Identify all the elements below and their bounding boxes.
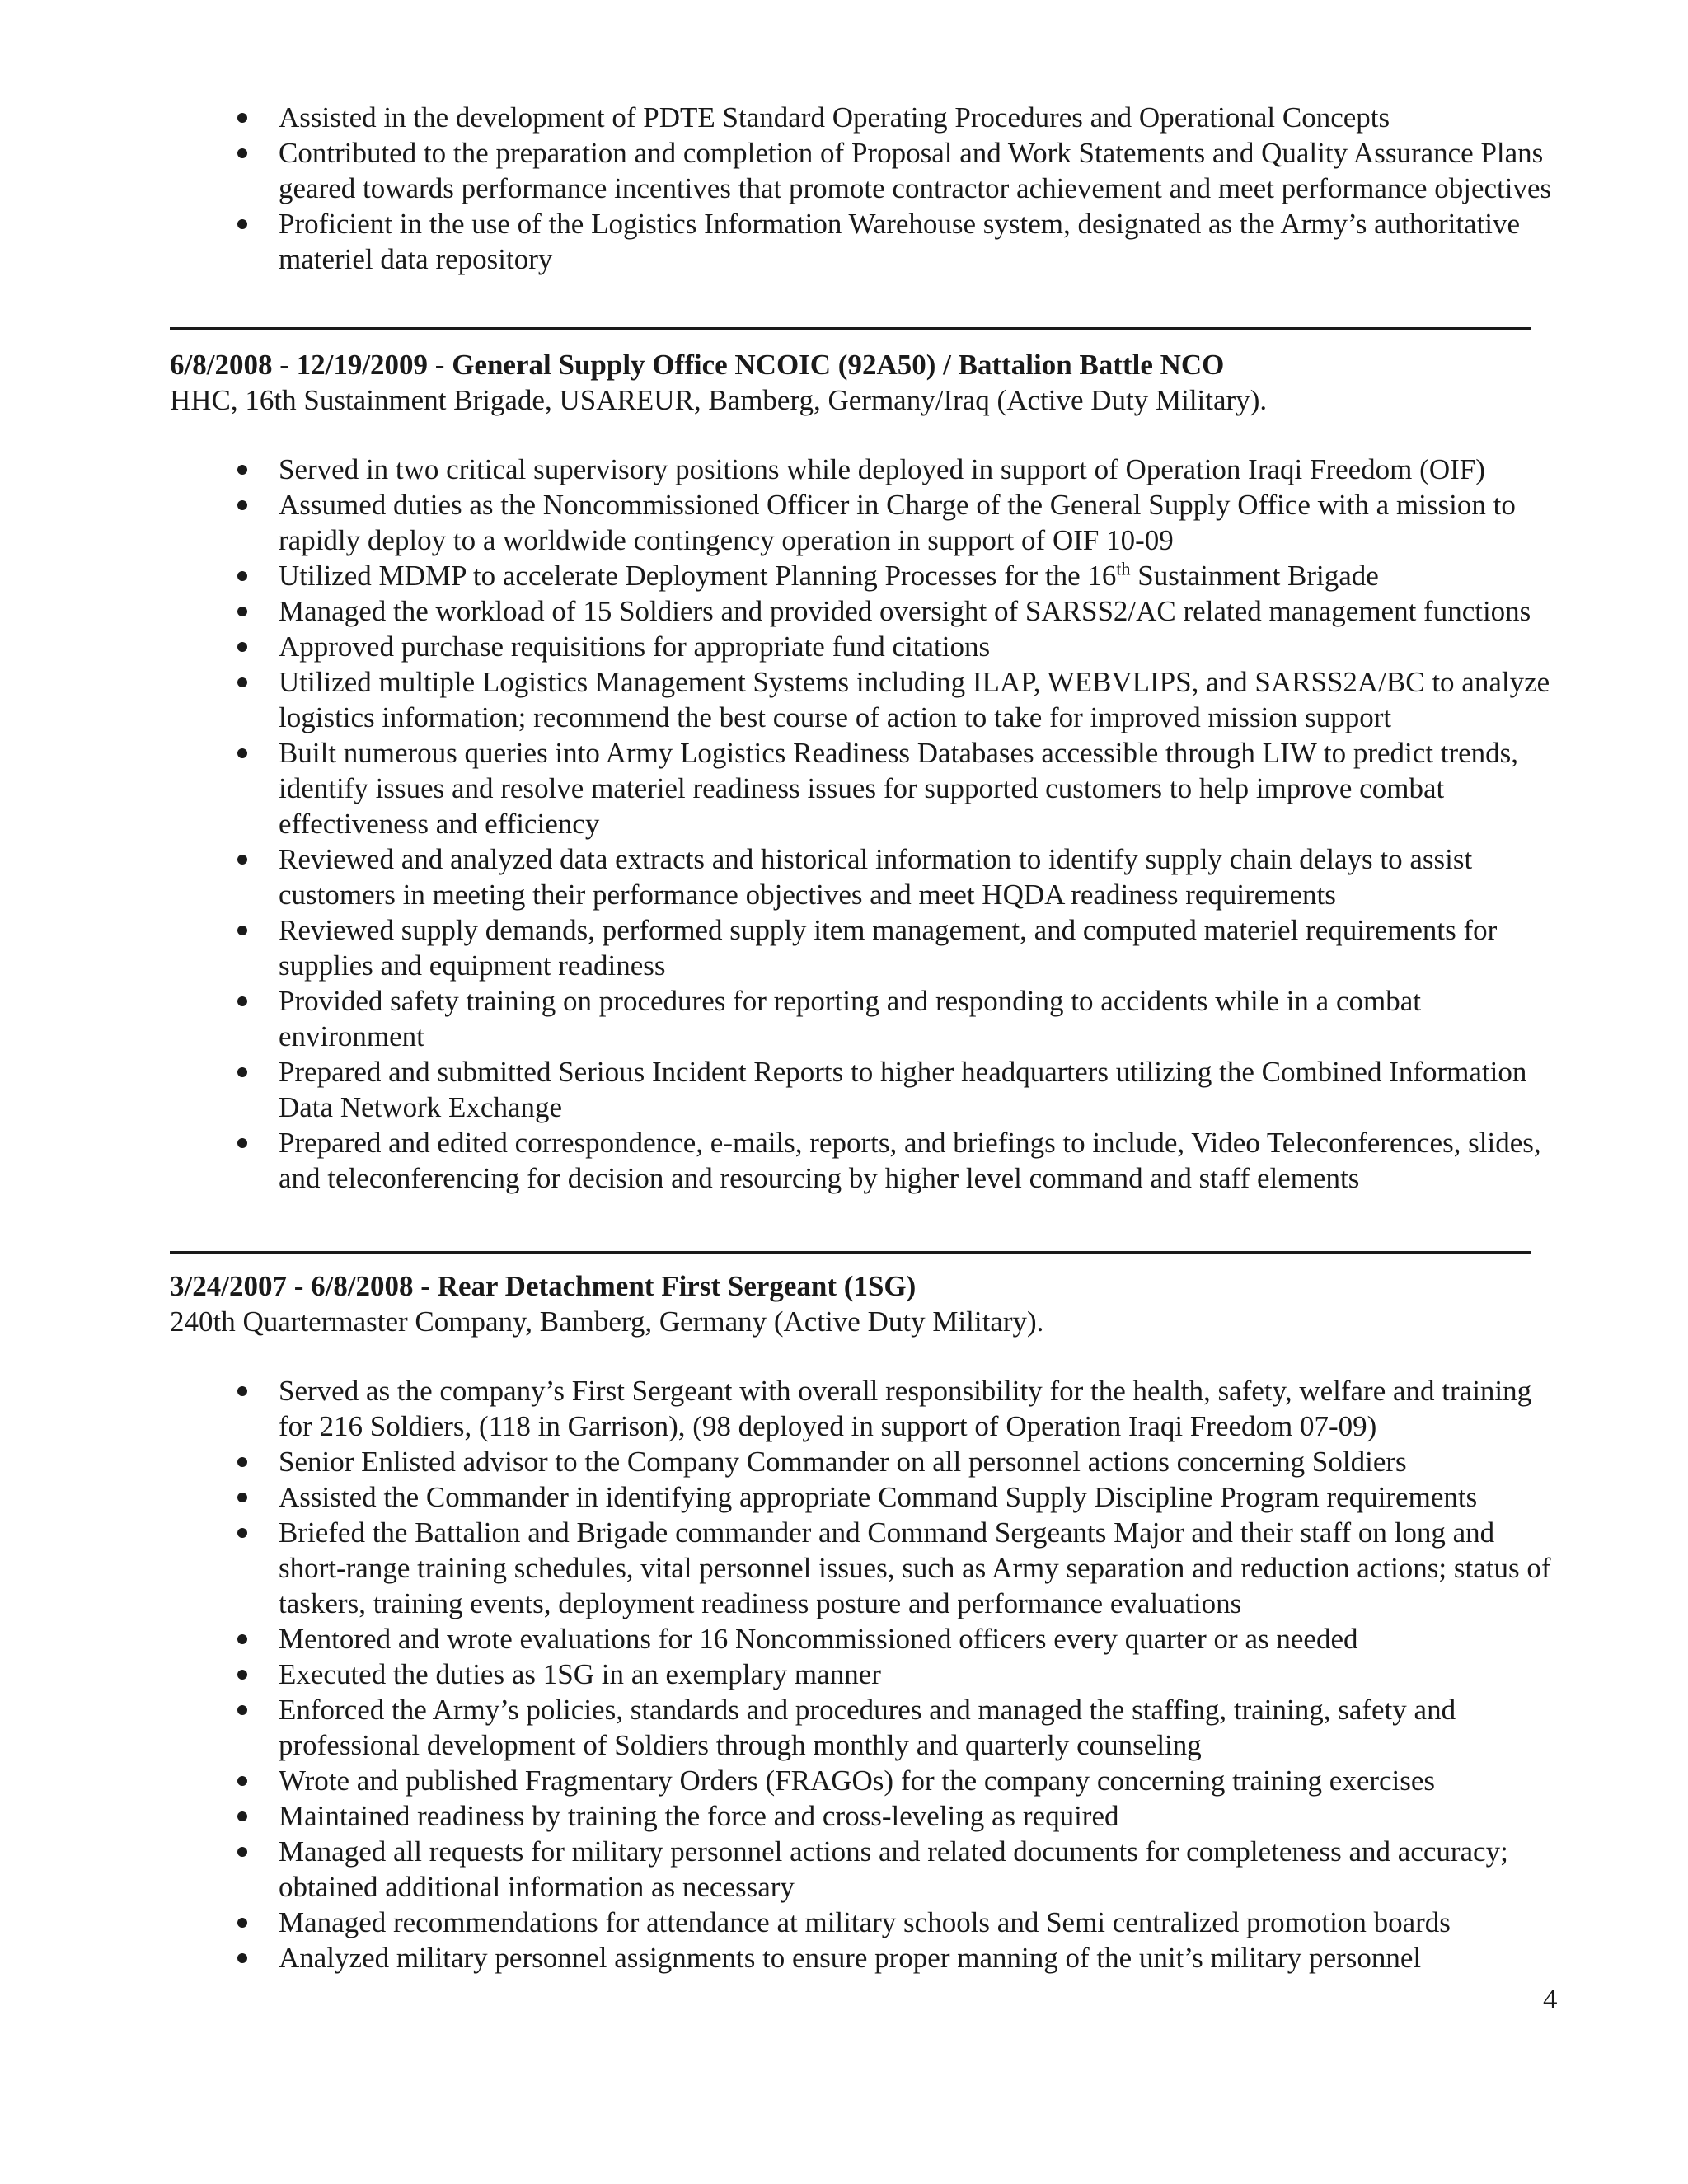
list-item: Enforced the Army’s policies, standards and procedures and managed the staffing, training, safety and professional development of Soldiers through monthly and quarterly counseling [0, 1692, 1566, 1763]
list-item: Briefed the Battalion and Brigade commander and Command Sergeants Major and their staff on long and short-range training schedules, vital personnel issues, such as Army separation and reduction actions; status of taskers, training events, deployment readiness posture and performance evaluations [0, 1515, 1566, 1621]
list-item: Assumed duties as the Noncommissioned Officer in Charge of the General Supply Office with a mission to rapidly deploy to a worldwide contingency operation in support of OIF 10-09 [0, 487, 1566, 558]
list-item: Managed recommendations for attendance at military schools and Semi centralized promotion boards [0, 1905, 1566, 1940]
list-item: Contributed to the preparation and completion of Proposal and Work Statements and Quality Assurance Plans geared towards performance incentives that promote contractor achievement and meet performance objectives [0, 135, 1566, 206]
section-divider [170, 327, 1531, 330]
list-item: Managed all requests for military personnel actions and related documents for completeness and accuracy; obtained additional information as necessary [0, 1834, 1566, 1905]
job-organization: HHC, 16th Sustainment Brigade, USAREUR, Bamberg, Germany/Iraq (Active Duty Military). [170, 384, 1268, 416]
list-item: Maintained readiness by training the force and cross-leveling as required [0, 1798, 1566, 1834]
list-item: Proficient in the use of the Logistics Information Warehouse system, designated as the Army’s authoritative materiel data repository [0, 206, 1566, 277]
top-bullet-list [0, 100, 1566, 277]
section-divider [170, 1251, 1531, 1254]
job1-bullet-list [0, 452, 1566, 1196]
job2-bullet-list [0, 1373, 1566, 1975]
job-heading: 6/8/2008 - 12/19/2009 - General Supply Office NCOIC (92A50) / Battalion Battle NCO [170, 349, 1225, 381]
list-item: Assisted in the development of PDTE Standard Operating Procedures and Operational Concepts [0, 100, 1566, 135]
page-number: 4 [1543, 1983, 1558, 2015]
list-item: Served in two critical supervisory positions while deployed in support of Operation Iraqi Freedom (OIF) [0, 452, 1566, 487]
list-item: Wrote and published Fragmentary Orders (FRAGOs) for the company concerning training exercises [0, 1763, 1566, 1798]
list-item-text: Utilized MDMP to accelerate Deployment Planning Processes for the 16 [279, 560, 1117, 592]
job-organization: 240th Quartermaster Company, Bamberg, Germany (Active Duty Military). [170, 1305, 1044, 1338]
list-item: Assisted the Commander in identifying appropriate Command Supply Discipline Program requirements [0, 1479, 1566, 1515]
job-heading: 3/24/2007 - 6/8/2008 - Rear Detachment First Sergeant (1SG) [170, 1270, 917, 1302]
list-item: Provided safety training on procedures for reporting and responding to accidents while in a combat environment [0, 983, 1566, 1054]
list-item: Prepared and submitted Serious Incident Reports to higher headquarters utilizing the Combined Information Data Network Exchange [0, 1054, 1566, 1125]
list-item [0, 558, 1566, 593]
list-item: Managed the workload of 15 Soldiers and provided oversight of SARSS2/AC related management functions [0, 593, 1566, 629]
list-item: Utilized multiple Logistics Management Systems including ILAP, WEBVLIPS, and SARSS2A/BC to analyze logistics information; recommend the best course of action to take for improved mission support [0, 664, 1566, 735]
list-item: Mentored and wrote evaluations for 16 Noncommissioned officers every quarter or as needed [0, 1621, 1566, 1657]
list-item: Served as the company’s First Sergeant with overall responsibility for the health, safety, welfare and training for 216 Soldiers, (118 in Garrison), (98 deployed in support of Operation Iraqi Freedom 07-09) [0, 1373, 1566, 1444]
list-item: Prepared and edited correspondence, e-mails, reports, and briefings to include, Video Teleconferences, slides, and teleconferencing for decision and resourcing by higher level command and staff elements [0, 1125, 1566, 1196]
list-item: Analyzed military personnel assignments to ensure proper manning of the unit’s military personnel [0, 1940, 1566, 1975]
superscript: th [1116, 558, 1131, 579]
list-item: Senior Enlisted advisor to the Company Commander on all personnel actions concerning Soldiers [0, 1444, 1566, 1479]
list-item: Reviewed and analyzed data extracts and historical information to identify supply chain delays to assist customers in meeting their performance objectives and meet HQDA readiness requirements [0, 841, 1566, 912]
list-item: Executed the duties as 1SG in an exemplary manner [0, 1657, 1566, 1692]
list-item: Built numerous queries into Army Logistics Readiness Databases accessible through LIW to predict trends, identify issues and resolve materiel readiness issues for supported customers to help improve combat effectiveness and efficiency [0, 735, 1566, 841]
list-item-text-tail: Sustainment Brigade [1130, 560, 1379, 592]
list-item: Approved purchase requisitions for appropriate fund citations [0, 629, 1566, 664]
list-item: Reviewed supply demands, performed supply item management, and computed materiel requirements for supplies and equipment readiness [0, 912, 1566, 983]
